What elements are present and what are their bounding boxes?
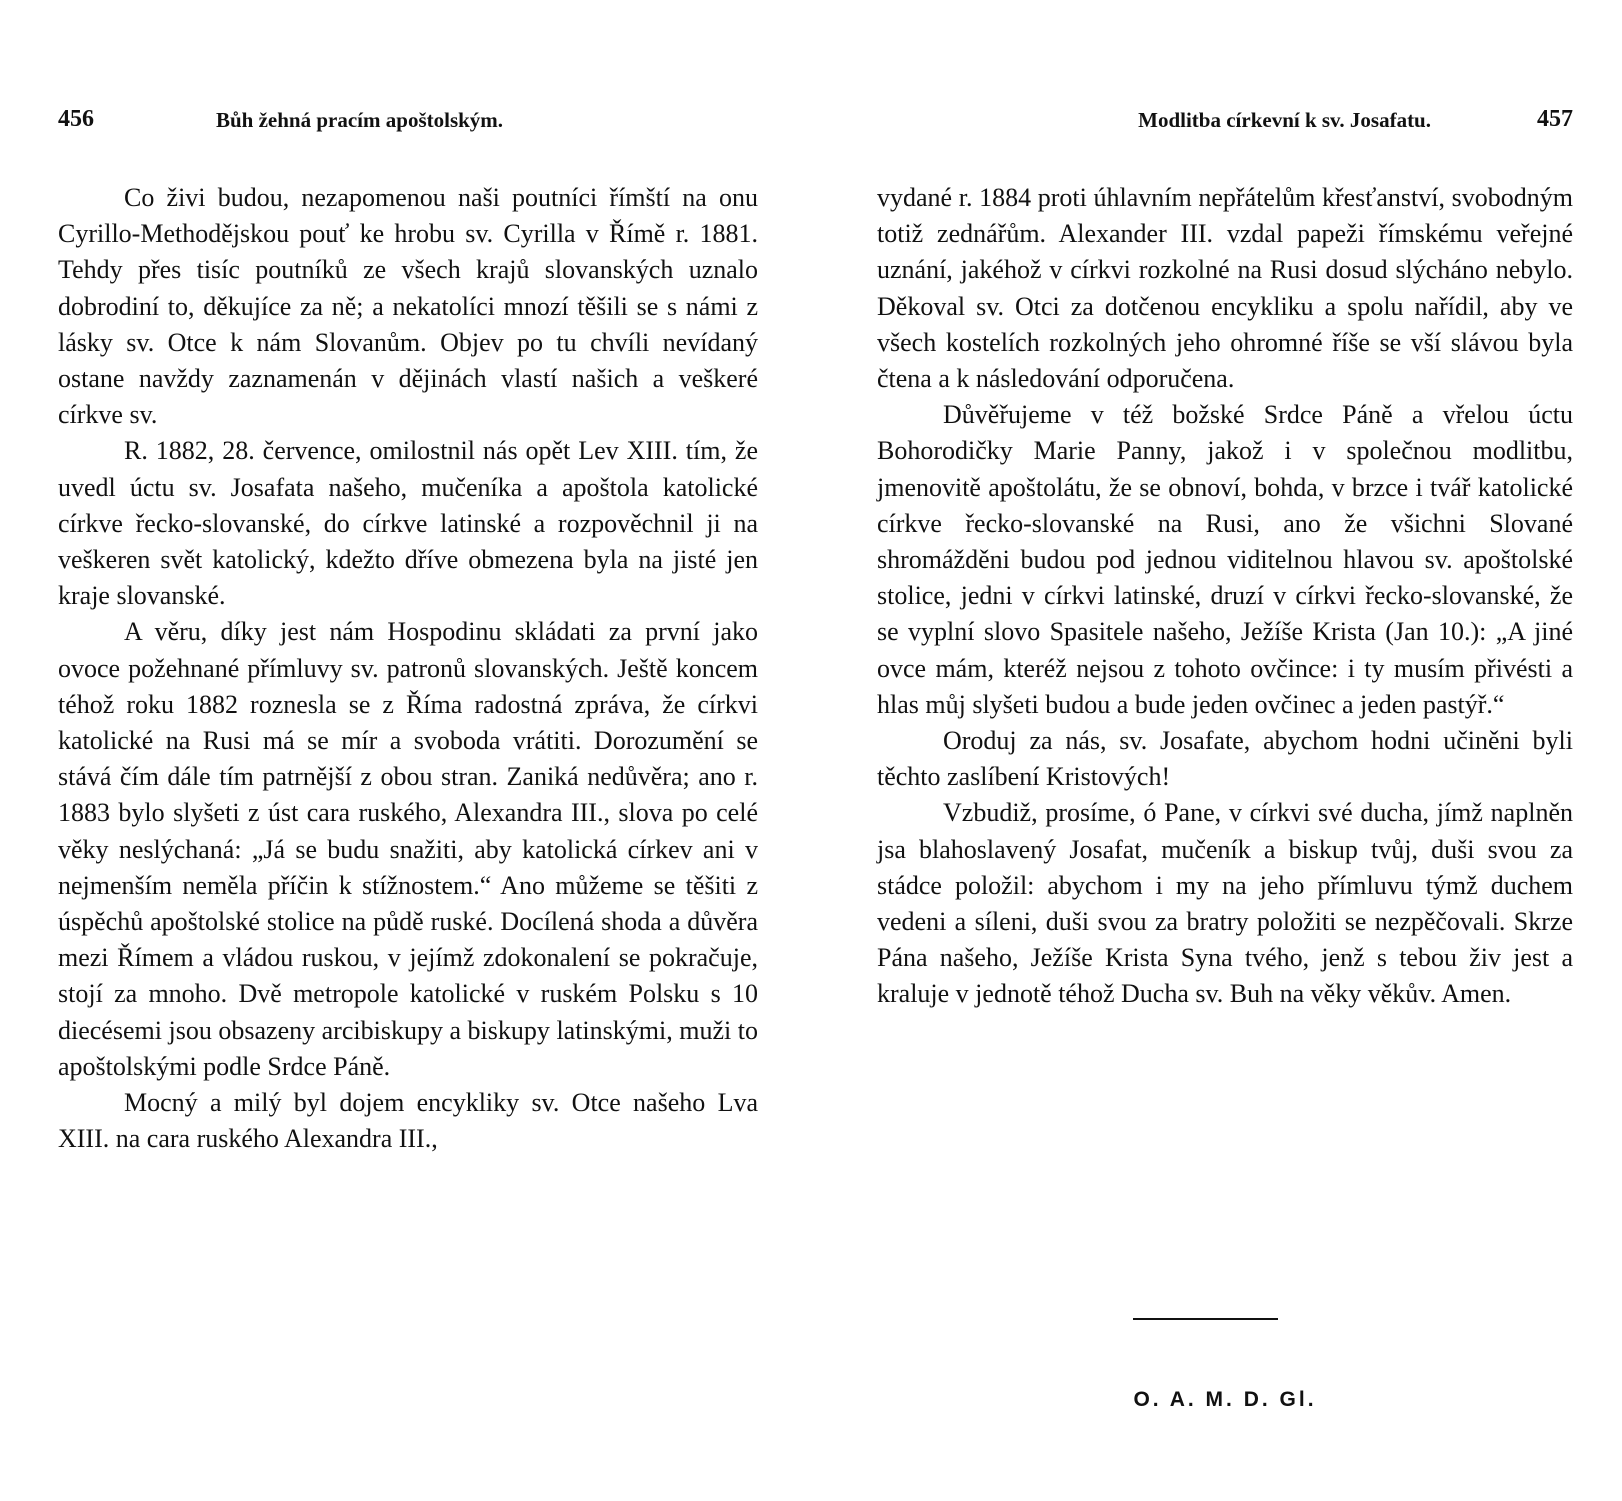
right-paragraph-3: Oroduj za nás, sv. Josafate, abychom hodni učiněni byli těchto zaslíbení Kristových! (877, 726, 1573, 792)
section-divider (1133, 1318, 1278, 1320)
left-running-head: Bůh žehná pracím apoštolským. (216, 108, 504, 132)
right-paragraph-4: Vzbudiž, prosíme, ó Pane, v církvi své ducha, jímž naplněn jsa blahoslavený Josafat, mučeník a biskup tvůj, duši svou za stádce položil: abychom i my na jeho přímluvu týmž duchem vedeni a síleni, duši svou za bratry položiti se nezpěčovali. Skrze Pána našeho, Ježíše Krista Syna tvého, jenž s tebou živ jest a kraluje v jednotě téhož Ducha sv. Buh na věky věkův. Amen. (877, 798, 1573, 1009)
left-paragraph-4: Mocný a milý byl dojem encykliky sv. Otce našeho Lva XIII. na cara ruského Alexandra III., (58, 1088, 758, 1154)
right-page (811, 0, 1622, 1501)
right-running-head: Modlitba církevní k sv. Josafatu. (1138, 108, 1431, 132)
left-page-header (58, 106, 758, 136)
right-page-header (861, 106, 1573, 136)
right-page-body (877, 180, 1573, 1013)
right-paragraph-1: vydané r. 1884 proti úhlavním nepřátelům křesťanství, svobodným totiž zednářům. Alexander III. vzdal papeži římskému veřejné uznání, jakéhož v církvi rozkolné na Rusi dosud slýcháno nebylo. Děkoval sv. Otci za dotčenou encykliku a spolu nařídil, aby ve všech kostelích rozkolných jeho ohromné říše se vší slávou byla čtena a k následování odporučena. (877, 183, 1573, 394)
closing-motto: O. A. M. D. Gl. (1133, 1388, 1317, 1411)
right-page-number: 457 (1537, 106, 1573, 132)
left-paragraph-1: Co živi budou, nezapomenou naši poutníci římští na onu Cyrillo-Methodějskou pouť ke hrobu sv. Cyrilla v Římě r. 1881. Tehdy přes tisíc poutníků ze všech krajů slovanských uznalo dobrodiní to, děkujíce za ně; a nekatolíci mnozí těšili se s námi z lásky sv. Otce k nám Slovanům. Objev po tu chvíli nevídaný ostane navždy zaznamenán v dějinách vlastí našich a veškeré církve sv. (58, 183, 758, 430)
left-paragraph-2: R. 1882, 28. července, omilostnil nás opět Lev XIII. tím, že uvedl úctu sv. Josafata našeho, mučeníka a apoštola katolické církve řecko-slovanské, do církve latinské a rozpověchnil ji na veškeren svět katolický, kdežto dříve obmezena byla na jisté jen kraje slovanské. (58, 436, 758, 611)
right-paragraph-2: Důvěřujeme v též božské Srdce Páně a vřelou úctu Bohorodičky Marie Panny, jakož i v společnou modlitbu, jmenovitě apoštolátu, že se obnoví, bohda, v brzce i tvář katolické církve řecko-slovanské na Rusi, ano že všichni Slované shromážděni budou pod jednou viditelnou hlavou sv. apoštolské stolice, jedni v církvi latinské, druzí v církvi řecko-slovanské, že se vyplní slovo Spasitele našeho, Ježíše Krista (Jan 10.): „A jiné ovce mám, kteréž nejsou z tohoto ovčince: i ty musím přivésti a hlas můj slyšeti budou a bude jeden ovčinec a jeden pastýř.“ (877, 400, 1573, 719)
left-page-body (58, 180, 758, 1157)
left-page-number: 456 (58, 106, 94, 132)
left-paragraph-3: A věru, díky jest nám Hospodinu skládati za první jako ovoce požehnané přímluvy sv. patronů slovanských. Ještě koncem téhož roku 1882 roznesla se z Říma radostná zpráva, že církvi katolické na Rusi má se mír a svoboda vrátiti. Dorozumění se stává čím dále tím patrnější z obou stran. Zaniká nedůvěra; ano r. 1883 bylo slyšeti z úst cara ruského, Alexandra III., slova po celé věky neslýchaná: „Já se budu snažiti, aby katolická církev ani v nejmenším neměla příčin k stížnostem.“ Ano můžeme se těšiti z úspěchů apoštolské stolice na půdě ruské. Docílená shoda a důvěra mezi Římem a vládou ruskou, v jejímž zdokonalení se pokračuje, stojí za mnoho. Dvě metropole katolické v ruském Polsku s 10 diecésemi jsou obsazeny arcibiskupy a biskupy latinskými, muži to apoštolskými podle Srdce Páně. (58, 617, 758, 1081)
